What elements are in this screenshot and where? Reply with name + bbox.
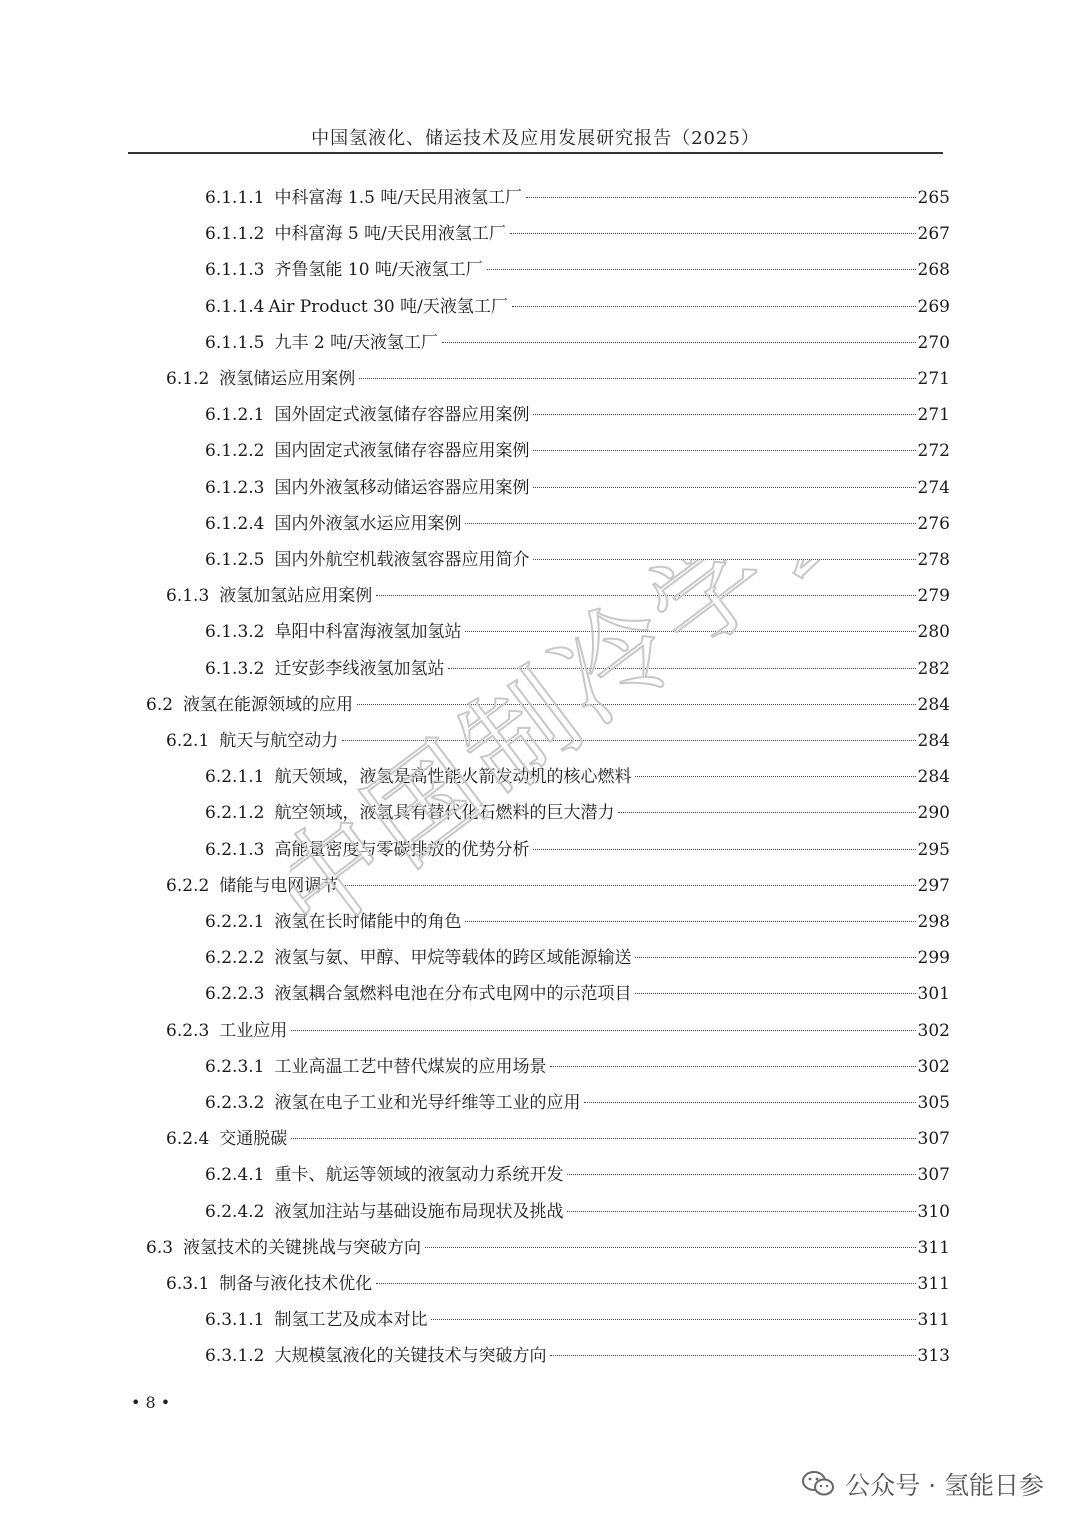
toc-entry-number: 6.1.1.5: [205, 332, 265, 353]
toc-entry-page: 301: [917, 984, 950, 1005]
toc-entry-number: 6.1.1.1: [205, 188, 265, 208]
dot-leader: [635, 776, 915, 777]
toc-entry[interactable]: [205, 506, 950, 542]
toc-entry[interactable]: [205, 1085, 950, 1121]
dot-leader: [442, 342, 916, 343]
toc-entry-title: 齐鲁氢能 10 吨/天液氢工厂: [274, 260, 483, 281]
toc-entry-number: 6.1.2.3: [205, 477, 265, 498]
toc-entry-number: 6.2.1.3: [205, 839, 265, 860]
toc-entry-number: 6.1.2.2: [205, 441, 265, 462]
toc-entry-title: 液氢在长时储能中的角色: [274, 912, 462, 932]
toc-entry-number: 6.2.4.2: [205, 1201, 265, 1222]
watermark-text: 中国制冷学会: [290, 560, 850, 960]
toc-entry-title: 高能量密度与零碳排放的优势分析: [274, 839, 530, 860]
toc-entry-title: 国内外液氢移动储运容器应用案例: [274, 477, 530, 498]
toc-entry-number: 6.1.1.2: [205, 224, 265, 245]
toc-entry-number: 6.1.3.2: [205, 658, 265, 679]
toc-entry[interactable]: [205, 180, 950, 216]
toc-entry[interactable]: [205, 614, 950, 650]
toc-entry[interactable]: [205, 216, 950, 252]
toc-entry-number: 6.1.2.5: [205, 550, 265, 570]
toc-entry[interactable]: [205, 1049, 950, 1085]
toc-entry[interactable]: [166, 1266, 950, 1302]
dot-leader: [567, 1174, 915, 1175]
toc-entry-page: 307: [917, 1129, 950, 1150]
dot-leader: [533, 559, 915, 560]
toc-entry-number: 6.2.1.2: [205, 803, 265, 824]
toc-entry[interactable]: [146, 1230, 950, 1266]
toc-entry-page: 267: [917, 224, 950, 245]
toc-entry-number: 6.3: [146, 1237, 174, 1258]
toc-entry-title: 航天与航空动力: [219, 731, 339, 751]
toc-entry-title: 交通脱碳: [219, 1129, 288, 1150]
toc-entry[interactable]: [205, 1338, 950, 1374]
dot-leader: [512, 306, 916, 307]
footer-label: 公众号 · 氢能日参: [845, 1471, 1044, 1500]
toc-entry-number: 6.1.1.4: [205, 296, 265, 317]
toc-entry[interactable]: [166, 723, 950, 759]
toc-entry[interactable]: [166, 361, 950, 397]
toc-entry-number: 6.1.1.3: [205, 260, 265, 281]
dot-leader: [533, 487, 915, 488]
toc-entry-title: 液氢加注站与基础设施布局现状及挑战: [274, 1201, 564, 1222]
toc-entry-page: 274: [917, 477, 950, 498]
toc-entry-title: 中科富海 5 吨/天民用液氢工厂: [274, 224, 506, 245]
toc-entry-page: 284: [917, 767, 950, 788]
toc-entry-page: 279: [917, 586, 950, 607]
toc-entry-number: 6.2: [146, 694, 174, 715]
dot-leader: [291, 1030, 915, 1031]
toc-entry[interactable]: [205, 397, 950, 433]
toc-entry-number: 6.2.4.1: [205, 1165, 265, 1186]
wechat-icon: [801, 1470, 835, 1498]
toc-entry-page: 276: [917, 513, 950, 534]
toc-entry-title: 迁安彭李线液氢加氢站: [274, 658, 445, 679]
toc-entry-number: 6.1.2.4: [205, 513, 265, 534]
toc-entry[interactable]: [205, 252, 950, 288]
toc-entry-title: 九丰 2 吨/天液氢工厂: [274, 332, 438, 353]
toc-entry-page: 284: [917, 731, 950, 751]
toc-entry-page: 265: [917, 188, 950, 208]
dot-leader: [550, 1066, 915, 1067]
toc-entry-page: 307: [917, 1165, 950, 1186]
toc-entry[interactable]: [166, 1013, 950, 1049]
toc-entry-title: Air Product 30 吨/天液氢工厂: [268, 296, 508, 317]
toc-entry-number: 6.1.3.2: [205, 622, 265, 643]
toc-entry-title: 制氢工艺及成本对比: [274, 1310, 428, 1331]
toc-entry[interactable]: [166, 868, 950, 904]
dot-leader: [448, 668, 915, 669]
toc-entry-page: 278: [917, 550, 950, 570]
toc-entry-number: 6.2.4: [166, 1129, 210, 1150]
toc-entry-page: 311: [917, 1274, 950, 1294]
toc-entry-number: 6.1.2: [166, 369, 210, 389]
toc-entry-title: 液氢储运应用案例: [219, 369, 356, 389]
toc-entry-number: 6.2.3.1: [205, 1056, 265, 1077]
dot-leader: [533, 414, 915, 415]
toc-entry-title: 液氢加氢站应用案例: [219, 586, 373, 607]
dot-leader: [465, 631, 915, 632]
toc-entry-page: 290: [917, 803, 950, 824]
toc-entry[interactable]: [205, 1302, 950, 1338]
header-divider: [128, 152, 943, 154]
toc-entry-number: 6.2.3: [166, 1020, 210, 1041]
toc-entry-number: 6.1.2.1: [205, 405, 265, 426]
dot-leader: [359, 378, 915, 379]
toc-entry-title: 液氢技术的关键挑战与突破方向: [183, 1237, 422, 1258]
toc-entry[interactable]: [166, 1121, 950, 1157]
dot-leader: [618, 812, 915, 813]
toc-entry-title: 液氢在能源领域的应用: [183, 694, 354, 715]
toc-entry-page: 298: [917, 912, 950, 932]
toc-entry-title: 阜阳中科富海液氢加氢站: [274, 622, 462, 643]
toc-entry-number: 6.3.1: [166, 1274, 210, 1294]
toc-entry[interactable]: [166, 578, 950, 614]
toc-entry[interactable]: [205, 795, 950, 831]
toc-entry[interactable]: [205, 470, 950, 506]
toc-entry[interactable]: [205, 759, 950, 795]
toc-entry-page: 299: [917, 948, 950, 969]
toc-entry-title: 大规模氢液化的关键技术与突破方向: [274, 1346, 547, 1367]
footer-source: [801, 1466, 1044, 1502]
toc-entry-page: 280: [917, 622, 950, 643]
toc-entry-number: 6.2.1: [166, 731, 210, 751]
toc-entry[interactable]: [205, 651, 950, 687]
dot-leader: [465, 921, 915, 922]
page-number: • 8 •: [131, 1393, 171, 1412]
toc-entry-title: 工业应用: [219, 1020, 288, 1041]
toc-entry-title: 重卡、航运等领域的液氢动力系统开发: [274, 1165, 564, 1186]
toc-entry-page: 270: [917, 332, 950, 353]
dot-leader: [431, 1319, 915, 1320]
toc-entry-title: 国内外航空机载液氢容器应用简介: [274, 550, 530, 570]
toc-entry[interactable]: [205, 940, 950, 976]
toc-entry[interactable]: [205, 904, 950, 940]
toc-entry-title: 航天领域，液氢是高性能火箭发动机的核心燃料: [274, 767, 632, 788]
toc-entry-number: 6.3.1.1: [205, 1310, 265, 1331]
toc-entry[interactable]: [205, 1194, 950, 1230]
dot-leader: [342, 740, 915, 741]
dot-leader: [584, 1102, 915, 1103]
running-header: 中国氢液化、储运技术及应用发展研究报告（2025）: [311, 128, 760, 149]
toc-entry-page: 271: [917, 369, 950, 389]
toc-entry-page: 272: [917, 441, 950, 462]
toc-entry-page: 295: [917, 839, 950, 860]
toc-entry-title: 液氢耦合氢燃料电池在分布式电网中的示范项目: [274, 984, 632, 1005]
toc-entry-title: 液氢在电子工业和光导纤维等工业的应用: [274, 1093, 581, 1113]
toc-entry-number: 6.2.3.2: [205, 1093, 265, 1113]
toc-entry-title: 国外固定式液氢储存容器应用案例: [274, 405, 530, 426]
toc-entry-page: 302: [917, 1020, 950, 1041]
toc-entry-page: 268: [917, 260, 950, 281]
dot-leader: [425, 1247, 916, 1248]
toc-entry-page: 311: [917, 1310, 950, 1331]
dot-leader: [357, 704, 916, 705]
dot-leader: [635, 993, 915, 994]
toc-entry-number: 6.1.3: [166, 586, 210, 607]
dot-leader: [487, 269, 916, 270]
toc-entry-page: 310: [917, 1201, 950, 1222]
toc-entry-number: 6.2.2.2: [205, 948, 265, 969]
toc-entry-page: 305: [917, 1093, 950, 1113]
toc-entry-title: 储能与电网调节: [219, 875, 339, 896]
toc-entry-title: 工业高温工艺中替代煤炭的应用场景: [274, 1056, 547, 1077]
toc-entry[interactable]: [146, 687, 950, 723]
toc-entry-page: 302: [917, 1056, 950, 1077]
toc-entry-title: 国内外液氢水运应用案例: [274, 513, 462, 534]
dot-leader: [635, 957, 915, 958]
toc-entry-page: 282: [917, 658, 950, 679]
toc-entry[interactable]: [205, 289, 950, 325]
toc-entry-page: 269: [917, 296, 950, 317]
toc-entry-number: 6.2.1.1: [205, 767, 265, 788]
dot-leader: [376, 595, 915, 596]
toc-entry-title: 国内固定式液氢储存容器应用案例: [274, 441, 530, 462]
dot-leader: [342, 885, 915, 886]
toc-entry-number: 6.2.2: [166, 875, 210, 896]
toc-entry-page: 313: [917, 1346, 950, 1367]
toc-entry[interactable]: [205, 832, 950, 868]
toc-entry-number: 6.3.1.2: [205, 1346, 265, 1367]
toc-entry[interactable]: [205, 325, 950, 361]
toc-entry[interactable]: [205, 976, 950, 1012]
dot-leader: [376, 1283, 915, 1284]
toc-entry[interactable]: [205, 1157, 950, 1193]
toc-entry-title: 液氢与氨、甲醇、甲烷等载体的跨区域能源输送: [274, 948, 632, 969]
toc-entry-page: 311: [917, 1237, 950, 1258]
toc-entry-number: 6.2.2.1: [205, 912, 265, 932]
dot-leader: [465, 523, 915, 524]
dot-leader: [533, 450, 915, 451]
toc-entry-number: 6.2.2.3: [205, 984, 265, 1005]
toc-entry[interactable]: [205, 542, 950, 578]
dot-leader: [510, 233, 916, 234]
dot-leader: [550, 1355, 915, 1356]
toc-entry-title: 中科富海 1.5 吨/天民用液氢工厂: [274, 188, 523, 208]
toc-entry-title: 航空领域，液氢具有替代化石燃料的巨大潜力: [274, 803, 615, 824]
dot-leader: [533, 849, 915, 850]
dot-leader: [567, 1211, 915, 1212]
toc-entry-page: 271: [917, 405, 950, 426]
toc-entry-page: 284: [917, 694, 950, 715]
toc-entry[interactable]: [205, 433, 950, 469]
toc-entry-page: 297: [917, 875, 950, 896]
dot-leader: [526, 197, 915, 198]
toc-entry-title: 制备与液化技术优化: [219, 1274, 373, 1294]
dot-leader: [291, 1138, 915, 1139]
